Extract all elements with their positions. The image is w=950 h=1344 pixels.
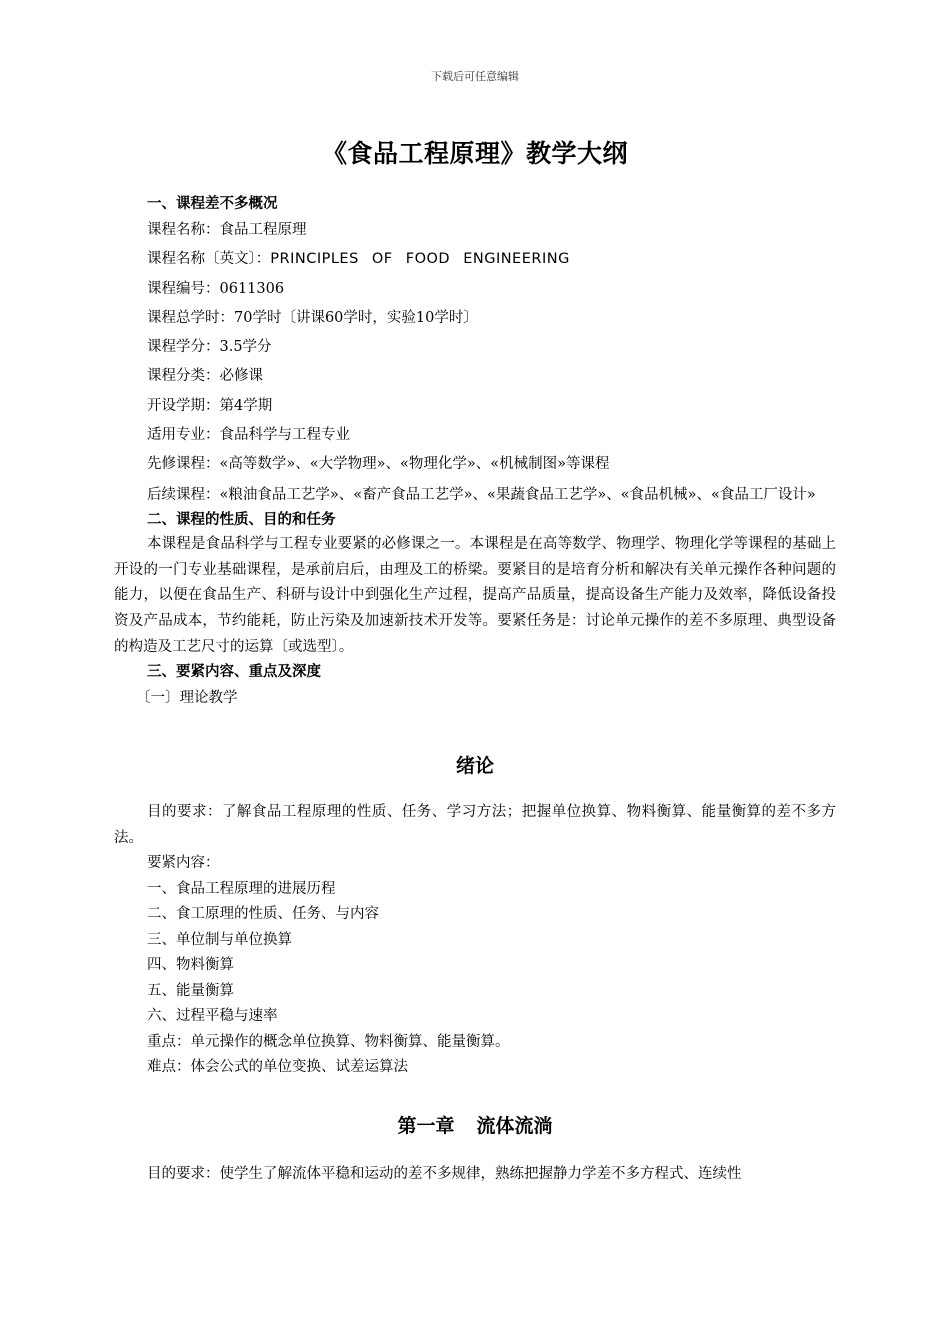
intro-main-label: 要紧内容： [147,855,220,872]
section-heading-overview: 一、课程差不多概况 [147,196,278,212]
chapter1-goal: 目的要求：使学生了解流体平稳和运动的差不多规律，熟练把握静力学差不多方程式、连续性 [147,1165,742,1182]
course-credits: 课程学分：3.5学分 [147,339,272,356]
section-heading-content: 三、要紧内容、重点及深度 [147,664,321,681]
intro-goal: 目的要求：了解食品工程原理的性质、任务、学习方法；把握单位换算、物料衡算、能量衡算的差不多方法。 [114,804,836,846]
applicable-major: 适用专业：食品科学与工程专业 [147,427,350,444]
course-name-en [114,245,836,274]
chapter-title: 流体流淌 [476,1114,553,1137]
course-name-en-label: 课程名称〔英文〕： [147,251,271,268]
nature-paragraph: 本课程是食品科学与工程专业要紧的必修课之一。本课程是在高等数学、物理学、物理化学等课程的基础上开设的一门专业基础课程，是承前启后，由理及工的桥梁。要紧目的是培育分析和解决有关单元操作各种问题的能力，以便在食品生产、科研与设计中到强化生产过程，提高产品质量，提高设备生产能力及效率，降低设备投资及产品成本，节约能耗，防止污染及加速新技术开发等。要紧任务是：讨论单元操作的差不多原理、典型设备的构造及工艺尺寸的运算〔或选型〕。 [114,536,836,655]
intro-item: 五、能量衡算 [147,982,234,999]
intro-item: 三、单位制与单位换算 [147,931,292,948]
chapter-heading-intro: 绪论 [455,755,494,778]
intro-item: 一、食品工程原理的进展历程 [147,880,336,897]
header-note: 下载后可任意编辑 [431,70,519,83]
theory-teaching-label: 〔一〕理论教学 [136,690,238,707]
intro-item: 二、食工原理的性质、任务、与内容 [147,906,379,923]
total-hours: 课程总学时：70学时〔讲课60学时，实验10学时〕 [147,309,478,326]
course-name-en-value: PRINCIPLES OF FOOD ENGINEERING [270,251,570,268]
document-body [114,192,836,1189]
intro-key-points: 重点：单元操作的概念单位换算、物料衡算、能量衡算。 [147,1033,510,1050]
intro-difficulty: 难点：体会公式的单位变换、试差运算法 [147,1059,408,1076]
chapter-number: 第一章 [397,1114,455,1137]
course-category: 课程分类：必修课 [147,368,263,385]
course-name: 课程名称：食品工程原理 [147,222,307,238]
prerequisite-courses: 先修课程：«高等数学»、«大学物理»、«物理化学»、«机械制图»等课程 [147,456,610,473]
intro-item: 四、物料衡算 [147,957,234,974]
followup-courses: 后续课程：«粮油食品工艺学»、«畜产食品工艺学»、«果蔬食品工艺学»、«食品机械»、«食品工厂设计» [147,486,816,503]
chapter-heading-1 [114,1111,836,1138]
section-heading-nature: 二、课程的性质、目的和任务 [147,512,336,529]
course-semester: 开设学期：第4学期 [147,397,273,414]
intro-item: 六、过程平稳与速率 [147,1008,278,1025]
document-title: 《食品工程原理》教学大纲 [321,139,628,168]
course-code: 课程编号：0611306 [147,280,285,297]
